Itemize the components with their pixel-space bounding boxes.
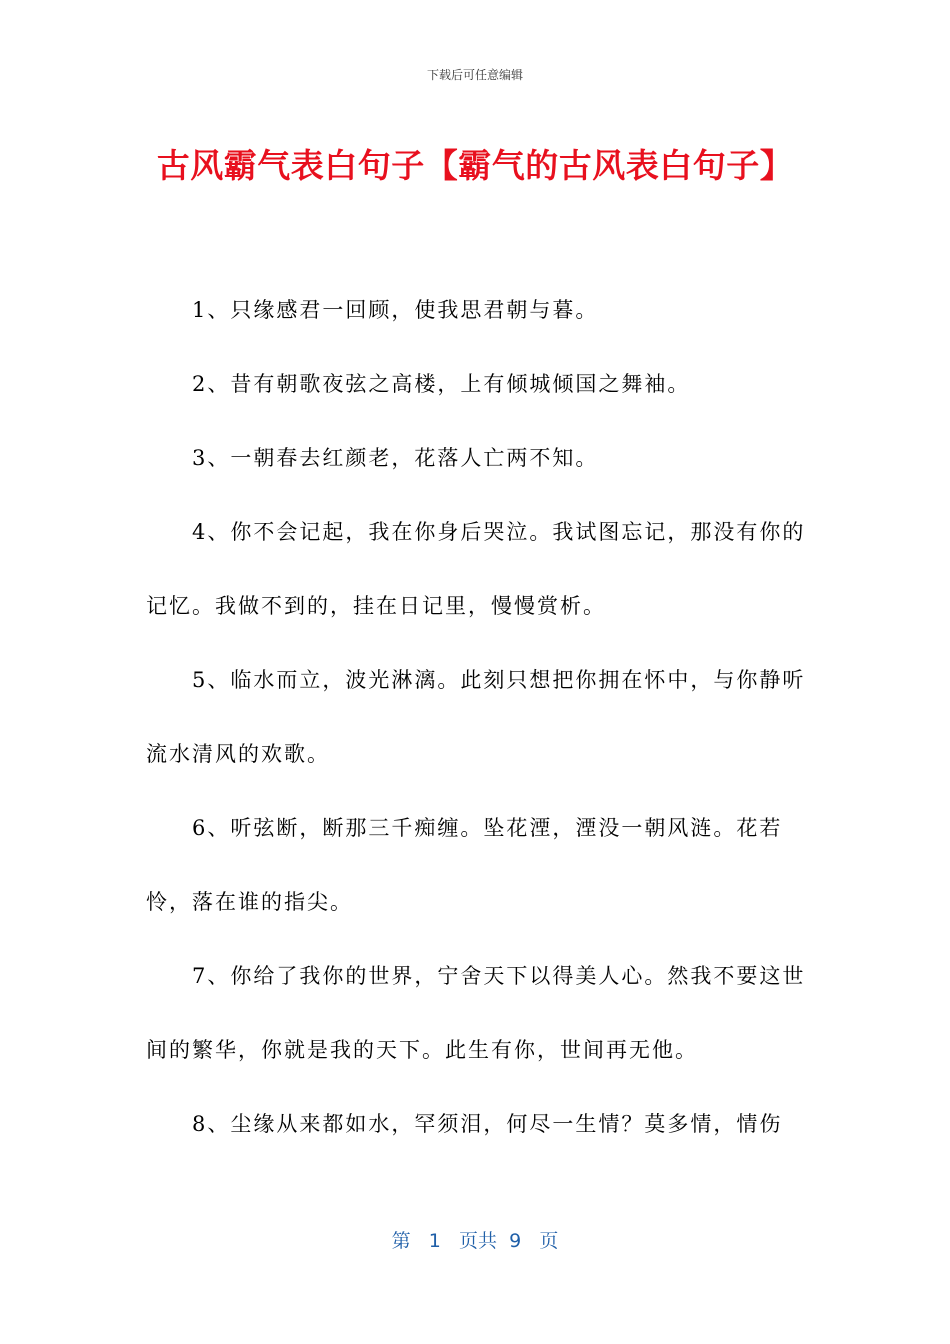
paragraph-1: 1、只缘感君一回顾，使我思君朝与暮。	[192, 298, 599, 322]
paragraph-5: 5、临水而立，波光淋漓。此刻只想把你拥在怀中，与你静听流水清风的欢歌。	[146, 668, 806, 766]
page-mid: 页共	[459, 1230, 498, 1252]
document-title: 古风霸气表白句子【霸气的古风表白句子】	[156, 146, 794, 185]
current-page-number: 1	[428, 1230, 441, 1252]
paragraph-7: 7、你给了我你的世界，宁舍天下以得美人心。然我不要这世间的繁华，你就是我的天下。此生有你，世间再无他。	[146, 964, 806, 1062]
paragraph-6: 6、听弦断，断那三千痴缠。坠花湮，湮没一朝风涟。花若怜，落在谁的指尖。	[146, 816, 783, 914]
page-footer	[0, 1226, 950, 1253]
page-suffix: 页	[539, 1230, 559, 1252]
header-note: 下载后可任意编辑	[426, 68, 523, 82]
page-prefix: 第	[391, 1230, 411, 1252]
paragraph-8: 8、尘缘从来都如水，罕须泪，何尽一生情？莫多情，情伤	[192, 1112, 783, 1136]
document-body	[146, 273, 806, 1161]
paragraph-4: 4、你不会记起，我在你身后哭泣。我试图忘记，那没有你的记忆。我做不到的，挂在日记里，慢慢赏析。	[146, 520, 806, 618]
paragraph-2: 2、昔有朝歌夜弦之高楼，上有倾城倾国之舞袖。	[192, 372, 691, 396]
paragraph-3: 3、一朝春去红颜老，花落人亡两不知。	[192, 446, 599, 470]
total-pages-number: 9	[509, 1230, 522, 1252]
